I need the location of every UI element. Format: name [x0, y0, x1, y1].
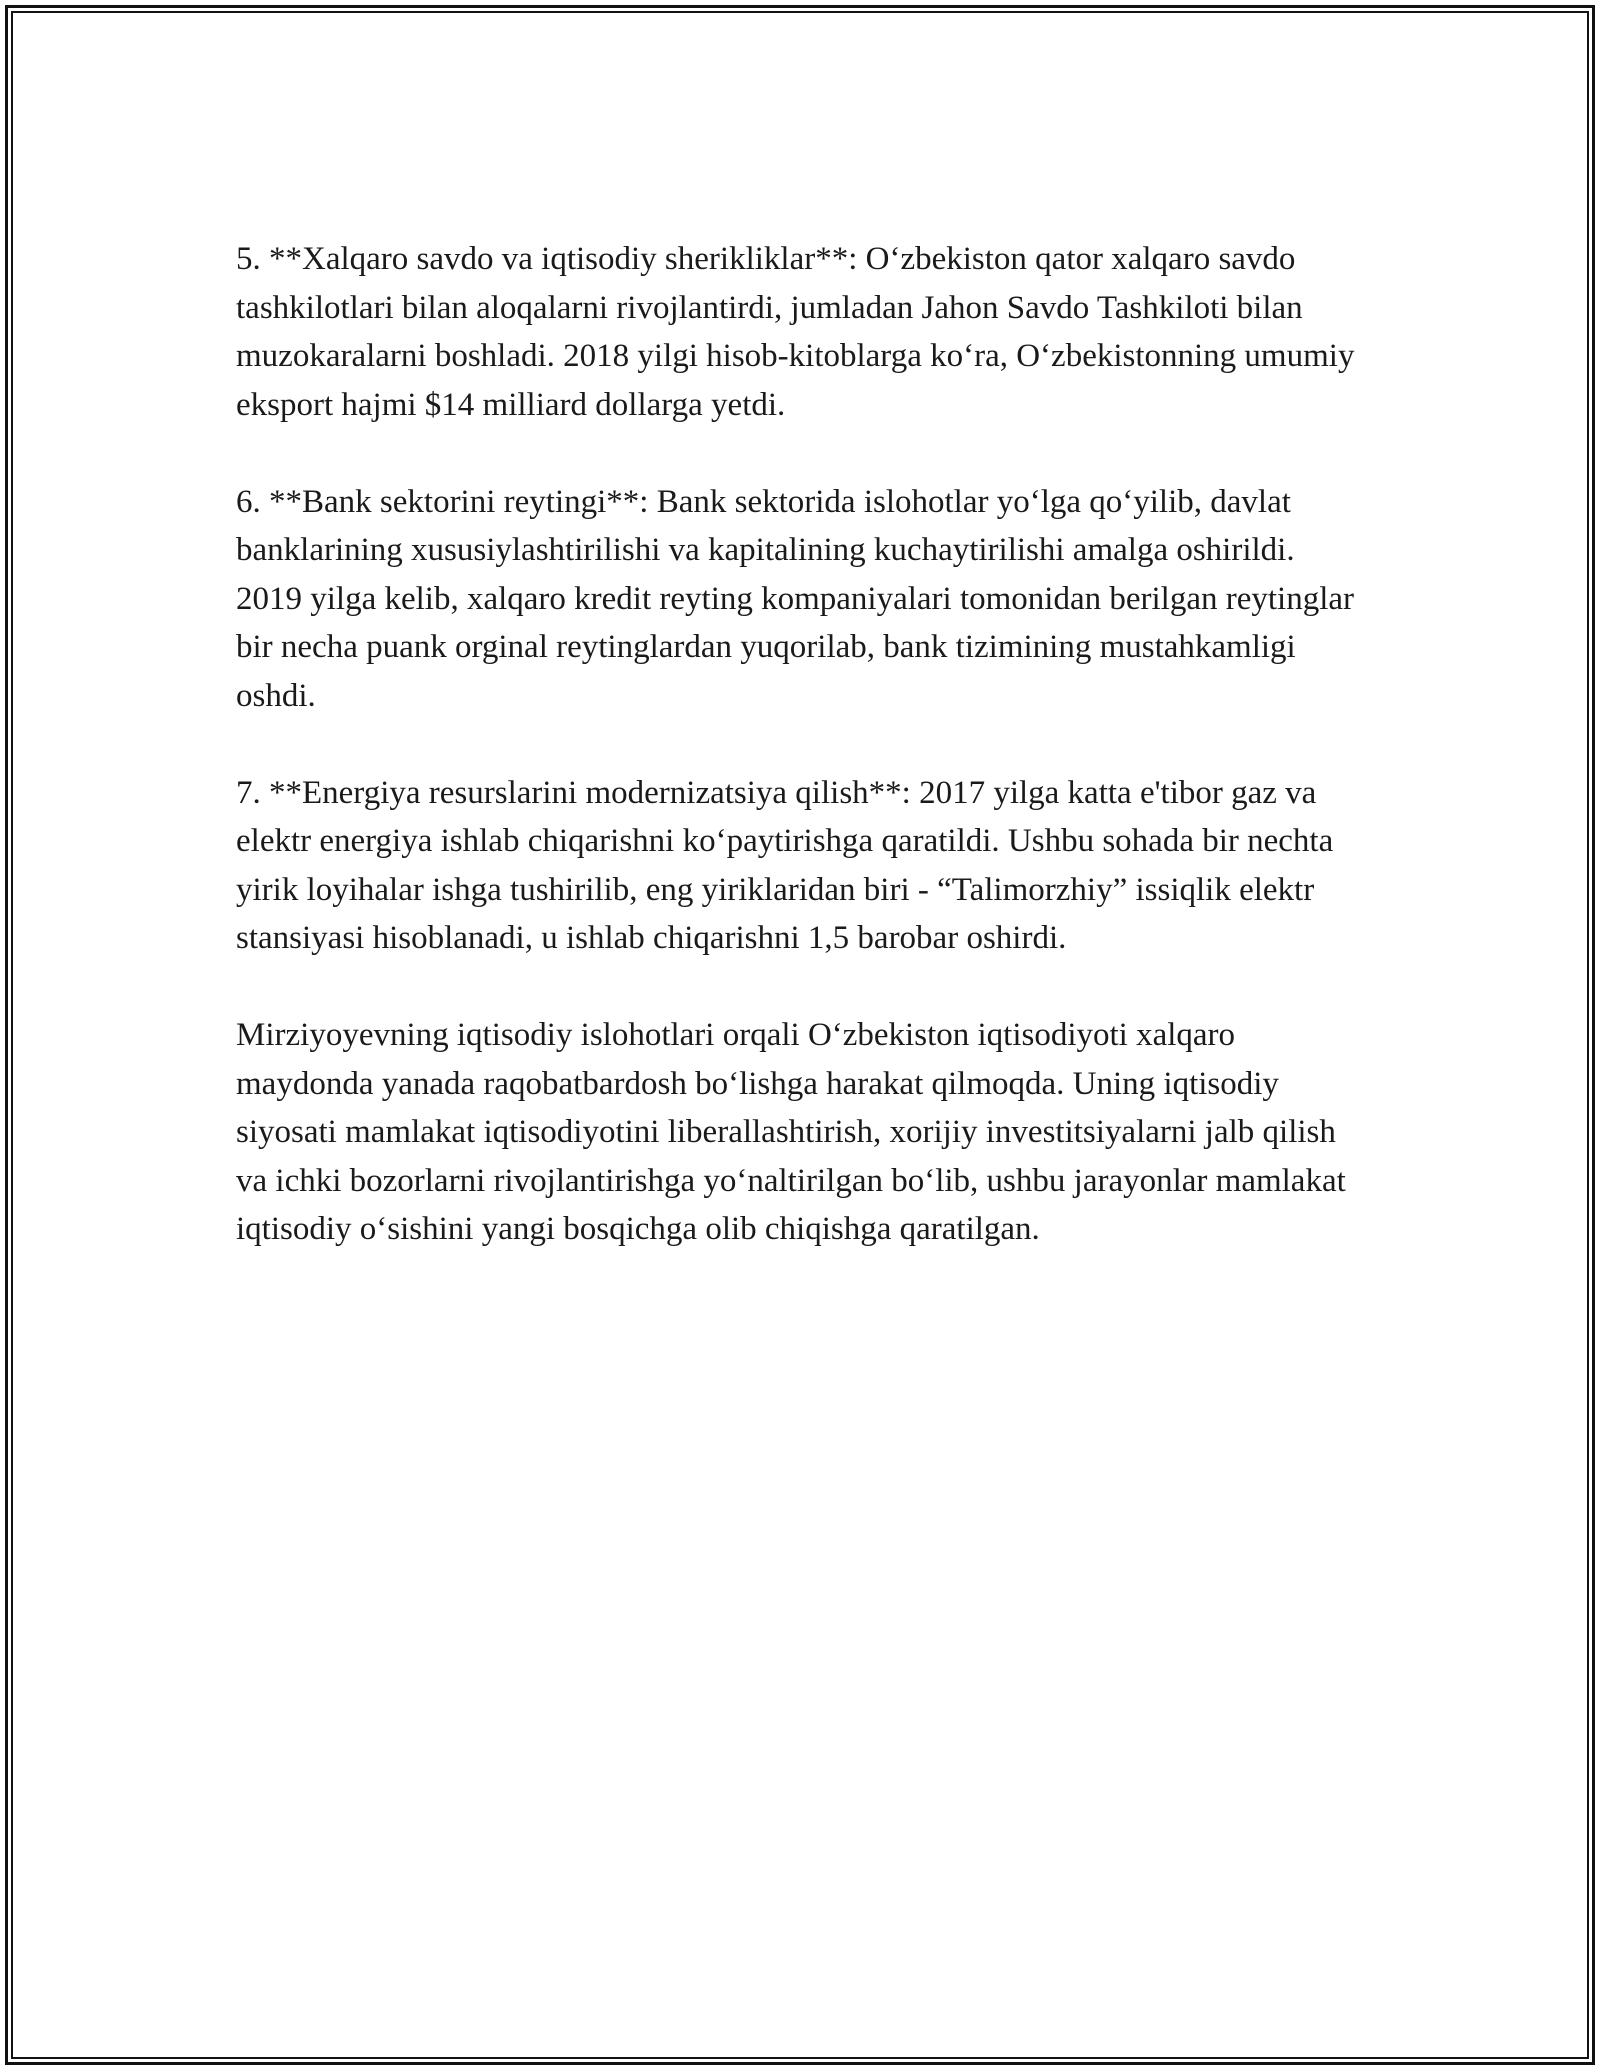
paragraph-trade-partnerships: 5. **Xalqaro savdo va iqtisodiy sherikliklar**: O‘zbekiston qator xalqaro savdo tashkilotlari bilan aloqalarni rivojlantirdi, jumladan Jahon Savdo Tashkiloti bilan muzokaralarni boshladi. 2018 yilgi hisob-kitoblarga ko‘ra, O‘zbekistonning umumiy eksport hajmi $14 milliard dollarga yetdi. [236, 241, 1355, 423]
paragraph-conclusion: Mirziyoyevning iqtisodiy islohotlari orqali O‘zbekiston iqtisodiyoti xalqaro maydonda yanada raqobatbardosh bo‘lishga harakat qilmoqda. Uning iqtisodiy siyosati mamlakat iqtisodiyotini liberallashtirish, xorijiy investitsiyalarni jalb qilish va ichki bozorlarni rivojlantirishga yo‘naltirilgan bo‘lib, ushbu jarayonlar mamlakat iqtisodiy o‘sishini yangi bosqichga olib chiqishga qaratilgan. [236, 1017, 1346, 1247]
document-body [236, 235, 1366, 1302]
paragraph-bank-sector: 6. **Bank sektorini reytingi**: Bank sektorida islohotlar yo‘lga qo‘yilib, davlat banklarining xususiylashtirilishi va kapitalining kuchaytirilishi amalga oshirildi. 2019 yilga kelib, xalqaro kredit reyting kompaniyalari tomonidan berilgan reytinglar bir necha puank orginal reytinglardan yuqorilab, bank tizimining mustahkamligi oshdi. [236, 483, 1355, 714]
paragraph-energy-modernization: 7. **Energiya resurslarini modernizatsiya qilish**: 2017 yilga katta e'tibor gaz va elektr energiya ishlab chiqarishni ko‘paytirishga qaratildi. Ushbu sohada bir nechta yirik loyihalar ishga tushirilib, eng yiriklaridan biri - “Talimorzhiy” issiqlik elektr stansiyasi hisoblanadi, u ishlab chiqarishni 1,5 barobar oshirdi. [236, 774, 1334, 956]
